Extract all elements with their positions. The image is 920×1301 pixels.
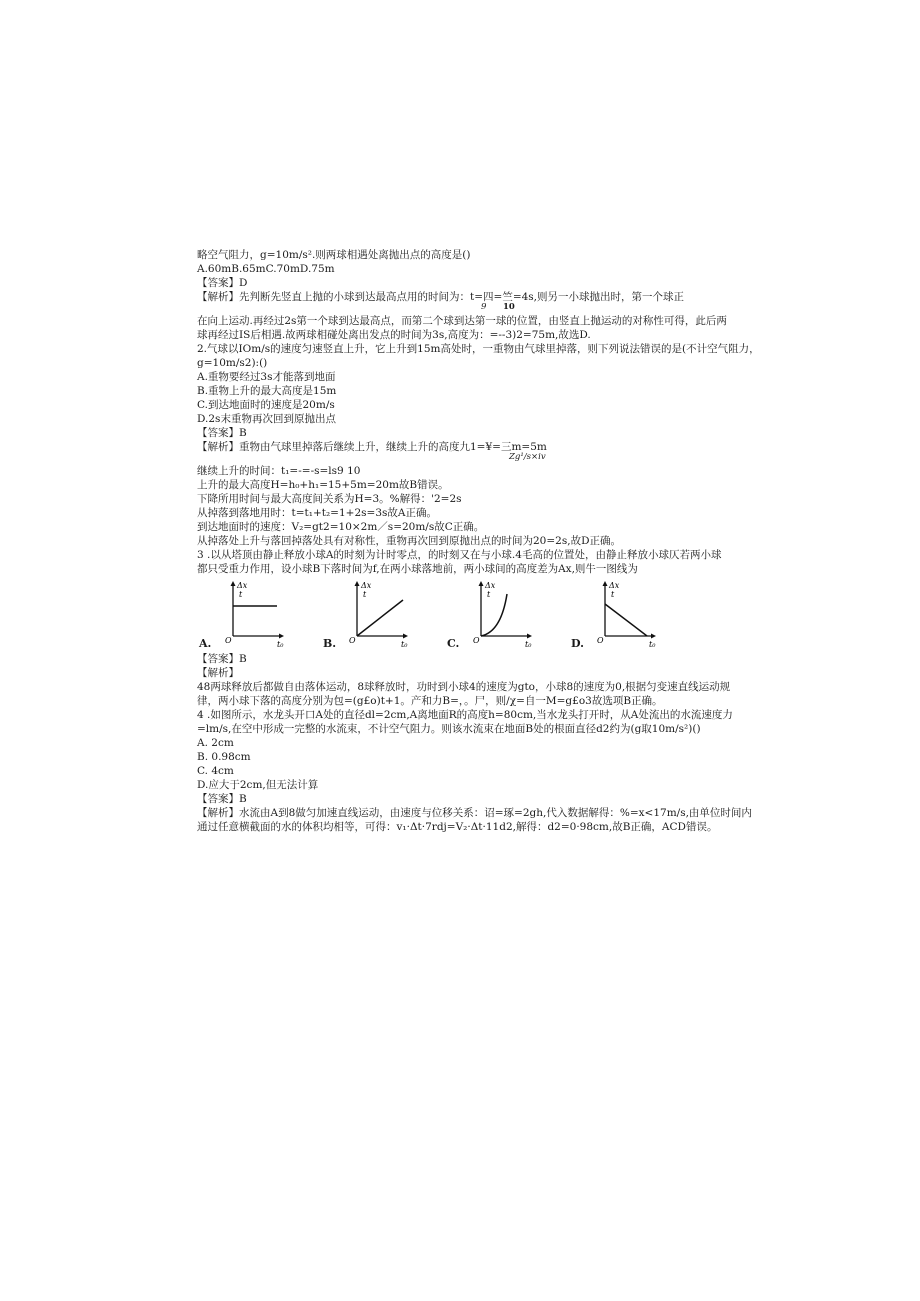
- text-line: B. 0.98cm: [197, 751, 251, 763]
- question-2-solution-and-question-3: [197, 464, 727, 576]
- text-line: 【答案】B: [197, 793, 247, 805]
- text-line: =lm/s,在空中形成一完整的水流束，不计空气阻力。则该水流束在地面B处的根面直径d2约为(g取10m/s²)(): [197, 723, 701, 735]
- text-line: 从掉落到落地用时：t=t₁+t₂=1+2s=3s故A正确。: [197, 507, 437, 519]
- text-line: 【解析】水流由A到8做匀加速直线运动，由速度与位移关系：诏=琢=2gh,代入数据解得：%=x<17m/s,由单位时间内: [197, 807, 752, 819]
- denominator-9: 9: [481, 302, 487, 312]
- question-3-solution-and-question-4: [197, 652, 752, 834]
- document-page: [197, 248, 760, 834]
- graph-a-ylabel: Δx: [237, 581, 248, 590]
- text-line: 略空气阻力，g=10m/s².则两球相遇处离抛出点的高度是(): [197, 249, 471, 261]
- graph-c-ylabel: Δx: [485, 581, 496, 590]
- text-line: 律，两小球下落的高度分别为包=(g£o)t+1。产和力B=，。尸，则/χ=自一M=g£o3故选项B正确。: [197, 695, 663, 707]
- graph-b-origin: O: [349, 636, 356, 645]
- graph-c-xlabel: t₀: [525, 640, 532, 649]
- text-line: C. 4cm: [197, 765, 234, 777]
- text-line: 【答案】D: [197, 277, 248, 289]
- graph-d-xlabel: t₀: [649, 640, 656, 649]
- text-line: 3 .以从塔顶由静止释放小球A的时刻为计时零点，的时刻又在与小球.4毛高的位置处，由静止释放小球仄若两小球: [197, 549, 722, 561]
- graph-a-plot: [207, 580, 284, 649]
- text-line: D.2s末重物再次回到原抛出点: [197, 413, 336, 425]
- question-1-top: [197, 248, 727, 304]
- answer-graphs: [197, 580, 727, 652]
- graph-option-b: [323, 580, 408, 650]
- graph-b-ylabel: Δx: [361, 581, 372, 590]
- graph-a-origin: O: [225, 636, 232, 645]
- text-line: A.60mB.65mC.70mD.75m: [197, 263, 335, 275]
- text-line: 从掉落处上升与落回掉落处具有对称性，重物再次回到原抛出点的时间为20=2s,故D正确。: [197, 535, 621, 547]
- graph-option-d: [571, 580, 656, 650]
- graph-option-c: [447, 580, 532, 650]
- graph-d-ylabel: Δx: [609, 581, 620, 590]
- graph-label: C.: [447, 637, 460, 650]
- text-line: 下降所用时间与最大高度间关系为H=3。%解得：'2=2s: [197, 493, 462, 505]
- text-line: C.到达地面时的速度是20m/s: [197, 399, 335, 411]
- graph-a-ylabel2: t: [239, 590, 243, 599]
- fraction-denominators: [197, 304, 727, 314]
- graph-label: B.: [323, 637, 337, 650]
- text-line: 球再经过IS后相遇.故两球相碰处离出发点的时间为3s,高度为：=--3)2=75m,故选D.: [197, 329, 591, 341]
- text-line: A.重物要经过3s才能落到地面: [197, 371, 336, 383]
- graph-c-ylabel2: t: [487, 590, 491, 599]
- text-line: 【答案】B: [197, 427, 247, 439]
- question-1-continued-and-question-2: [197, 314, 760, 454]
- text-line: 都只受重力作用，设小球B下落时间为f,在两小球落地前，两小球间的高度差为Ax,则牛一图线为: [197, 563, 638, 575]
- graph-d-origin: O: [597, 636, 604, 645]
- text-line: 到达地面时的速度：V₂=gt2=10×2m／s=20m/s故C正确。: [197, 521, 485, 533]
- graph-c-plot: [455, 580, 532, 649]
- text-line: 【解析】重物由气球里掉落后继续上升，继续上升的高度九1=¥=三m=5m: [197, 441, 547, 453]
- text-line: 2.气球以IOm/s的速度匀速竖直上升，它上升到15m高处时，一重物由气球里掉落，则下列说法错误的是(不计空气阻力，: [197, 343, 760, 355]
- text-line: 48两球释放后都做自由落体运动，8球释放时，功时到小球4的速度为gto，小球8的速度为0,根据匀变速直线运动规: [197, 681, 731, 693]
- text-line: 【解析】: [197, 667, 239, 679]
- graph-d-plot: [579, 580, 656, 649]
- graph-b-plot: [331, 580, 408, 649]
- text-line: 上升的最大高度H=h₀+h₁=15+5m=20m故B错误。: [197, 479, 449, 491]
- graph-b-ylabel2: t: [363, 590, 367, 599]
- graph-b-xlabel: t₀: [401, 640, 408, 649]
- graph-d-ylabel2: t: [611, 590, 615, 599]
- graph-label: A.: [199, 637, 212, 650]
- text-line: 【解析】先判断先竖直上抛的小球到达最高点用的时间为：t=四=竺=4s,则另一小球抛出时，第一个球正: [197, 291, 685, 303]
- text-line: 4 .如图所示，水龙头开口A处的直径dl=2cm,A离地面R的高度h=80cm,当水龙头打开时，从A处流出的水流速度力: [197, 709, 733, 721]
- text-line: g=10m/s2):(): [197, 357, 268, 369]
- text-line: D.应大于2cm,但无法计算: [197, 779, 319, 791]
- graph-label: D.: [571, 637, 584, 650]
- text-line: B.重物上升的最大高度是15m: [197, 385, 337, 397]
- text-line: 【答案】B: [197, 653, 247, 665]
- graph-option-a: [199, 580, 284, 650]
- graph-c-origin: O: [473, 636, 480, 645]
- text-line: 在向上运动.再经过2s第一个球到达最高点，而第二个球到达第一球的位置，由竖直上抛运动的对称性可得，此后两: [197, 315, 727, 327]
- text-line: A. 2cm: [197, 737, 234, 749]
- graph-a-xlabel: t₀: [277, 640, 284, 649]
- formula-subscript: [197, 454, 727, 464]
- formula-fragment: Zg¹/s×iv: [509, 452, 546, 462]
- text-line: 继续上升的时间：t₁=-=-s=ls9 10: [197, 465, 361, 477]
- text-line: 通过任意横截面的水的体积均相等，可得：v₁·Δt·7rdj=V₂·Δt·11d2,解得：d2=0·98cm,故B正确，ACD错误。: [197, 821, 718, 833]
- denominator-10: 10: [503, 302, 515, 312]
